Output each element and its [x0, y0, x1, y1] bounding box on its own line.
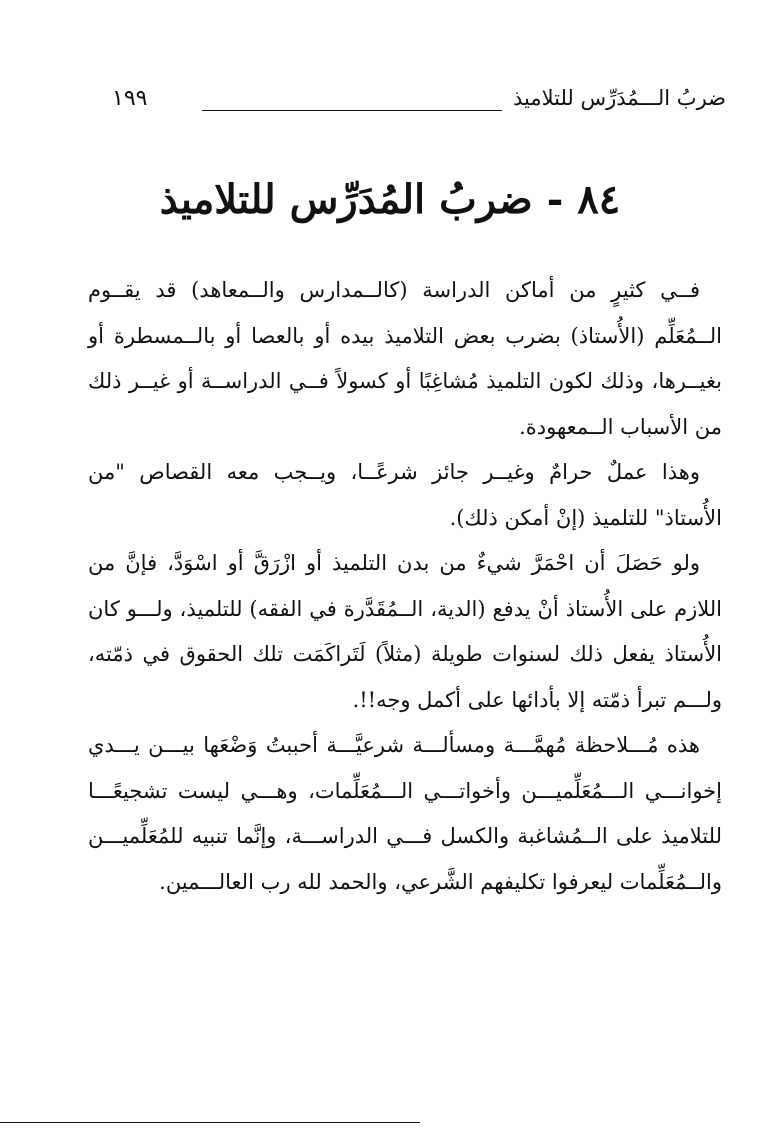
paragraph-4: هذه مُـــلاحظة مُهمَّـــة ومسألـــة شرعيَّـــة أحببتُ وَضْعَها بيـــن يـــدي إخوانـــي الـــمُعَلِّميـــن وأخواتـــي الـــمُعَلِّمات، وهـــي ليست تشجيعًـــا للتلاميذ على الــمُشاغبة والكسل فـــي الدراســـة، وإنَّما تنبيه للمُعَلِّميـــن والــمُعَلِّمات ليعرفوا تكليفهم الشَّرعي، والحمد لله رب العالـــمين.: [88, 733, 722, 894]
running-header: [112, 84, 726, 120]
body-text: [88, 268, 722, 905]
paragraph-1: فــي كثيرٍ من أماكن الدراسة (كالــمدارس والــمعاهد) قد يقــوم الــمُعَلِّم (الأُستاذ) بضرب بعض التلاميذ بيده أو بالعصا أو بالــمسطرة أو بغيــرها، وذلك لكون التلميذ مُشاغِبًا أو كسولاً فــي الدراســة أو غيــر ذلك من الأسباب الــمعهودة.: [88, 278, 722, 439]
running-title: ضربُ الـــمُدَرِّس للتلاميذ: [513, 86, 726, 110]
paragraph-3: ولو حَصَلَ أن احْمَرَّ شيءٌ من بدن التلميذ أو ازْرَقَّ أو اسْوَدَّ، فإنَّ من اللازم على الأُستاذ أنْ يدفع (الدية، الــمُقَدَّرة في الفقه) للتلميذ، ولـــو كان الأُستاذ يفعل ذلك لسنوات طويلة (مثلاً) لَتَراكَمَت تلك الحقوق في ذمّته، ولـــم تبرأ ذمّته إلا بأدائها على أكمل وجه!!.: [88, 551, 722, 712]
page-number: ١٩٩: [112, 86, 148, 111]
paragraph-2: وهذا عملٌ حرامٌ وغيــر جائز شرعًــا، ويــجب معه القصاص "من الأُستاذ" للتلميذ (إنْ أمكن ذلك).: [88, 460, 722, 530]
header-rule: [202, 110, 502, 111]
footer-rule: [0, 1122, 420, 1123]
chapter-title: ٨٤ - ضربُ المُدَرِّس للتلاميذ: [159, 176, 621, 223]
